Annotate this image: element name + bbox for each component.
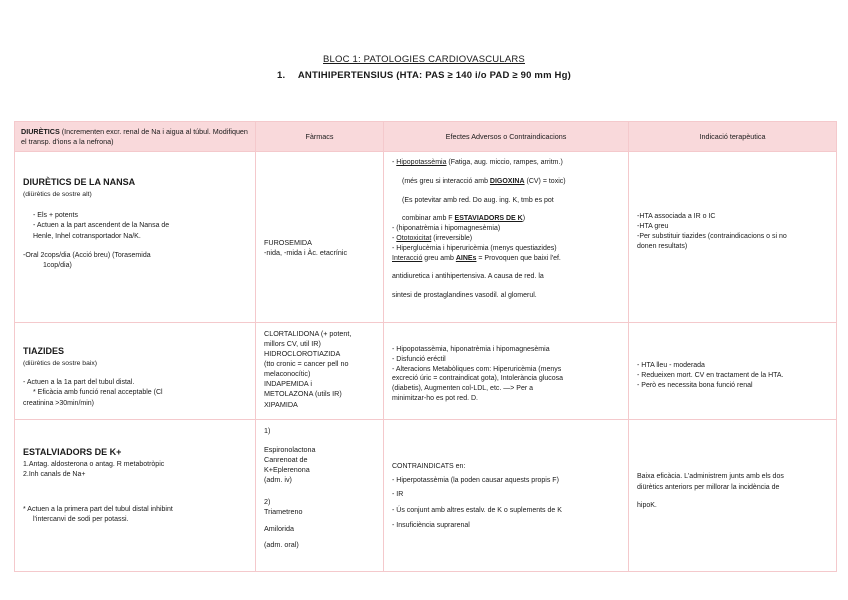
- indication-list: Baixa eficàcia. L'administrem junts amb els dos diürètics anteriors per millorar la incidència de hipoK.: [637, 473, 784, 509]
- category-notes: - Els + potents - Actuen a la part ascendent de la Nansa de Henle, Inhel cotransportador Na/K. -Oral 2cops/dia (Acció breu) (Torasemida 1cop/dia): [23, 212, 170, 269]
- header-drugs: Fàrmacs: [256, 122, 384, 152]
- drug-list: 1) Espironolactona Canrenoat de K+Eplerenona (adm. iv) 2) Triametreno Amilorida (adm. oral): [264, 426, 316, 549]
- table-row: [15, 420, 837, 572]
- category-title: DIURÈTICS DE LA NANSA: [23, 177, 136, 187]
- row-indication-cell: [629, 323, 837, 420]
- table-header-row: [15, 122, 837, 152]
- indication-list: -HTA associada a IR o IC -HTA greu -Per substituir tiazides (contraindicacions o si no donen resultats): [637, 213, 787, 251]
- category-title: TIAZIDES: [23, 346, 65, 356]
- header-indication: Indicació terapèutica: [629, 122, 837, 152]
- category-notes: - Actuen a la 1a part del tubul distal. * Eficàcia amb funció renal acceptable (Cl creatinina >30min/min): [23, 379, 163, 407]
- row-category-cell: [15, 323, 256, 420]
- drug-list: CLORTALIDONA (+ potent, millors CV, util IR) HIDROCLOROTIAZIDA (tto cronic = cancer pell no melaconocític) INDAPEMIDA i METOLAZONA (utils IR) XIPAMIDA: [264, 329, 352, 409]
- header-diuretics: DIURÈTICS (Incrementen excr. renal de Na i aigua al túbul. Modifiquen el transp. d'ions a la nefrona): [15, 122, 256, 152]
- category-subtitle: 1.Antag. aldosterona o antag. R metabotròpic 2.Inh canals de Na+: [23, 461, 165, 478]
- antihypertensive-table: [14, 121, 837, 572]
- indication-list: - HTA lleu - moderada - Redueixen mort. CV en tractament de la HTA. - Però es necessita bona funció renal: [637, 362, 784, 390]
- category-notes: * Actuen a la primera part del tubul distal inhibint l'intercanvi de sodi per potassi.: [23, 506, 173, 524]
- category-subtitle: (diürètics de sostre baix): [23, 360, 98, 368]
- table-row: [15, 323, 837, 420]
- effects-list: CONTRAINDICATS en: - Hiperpotassèmia (la poden causar aquests propis F) - IR - Ús conjunt amb altres estalv. de K o suplements de K - Insuficiència suprarenal: [392, 463, 562, 529]
- effects-list: - Hipopotassèmia, hiponatrèmia i hipomagnesèmia - Disfunció eréctil - Alteracions Metabòliques com: Hiperuricèmia (menys excreció úric = contraindicat gota), Intolerància glucosa (diabetis), Augmenten col-LDL, etc. —> Per a minimitzar-ho es pot red. D.: [392, 346, 564, 402]
- category-title: ESTALVIADORS DE K+: [23, 447, 122, 457]
- row-indication-cell: [629, 420, 837, 572]
- row-category-cell: [15, 420, 256, 572]
- table-row: [15, 152, 837, 323]
- header-adverse-effects: Efectes Adversos o Contraindicacions: [384, 122, 629, 152]
- category-subtitle: (diürètics de sostre alt): [23, 191, 92, 199]
- row-drugs-cell: [256, 152, 384, 323]
- row-effects-cell: [384, 420, 629, 572]
- row-drugs-cell: [256, 420, 384, 572]
- row-indication-cell: [629, 152, 837, 323]
- section-number: 1.: [277, 70, 286, 81]
- drug-list: FUROSEMIDA -nida, -mida i Àc. etacrínic: [264, 238, 348, 258]
- page-title: BLOC 1: PATOLOGIES CARDIOVASCULARS: [323, 54, 525, 65]
- row-drugs-cell: [256, 323, 384, 420]
- effects-list: - Hipopotassèmia (Fatiga, aug. miccio, rampes, arritm.) (més greu si interacció amb DIGOXINA (CV) = toxic) (Es potevitar amb red. Do aug. ing. K, tmb es pot combinar amb F ESTAVIADORS DE K) - (hiponatrèmia i hipomagnesèmia) - Ototoxicitat (irreversible) - Hiperglucèmia i hiperuricèmia (menys questiazides) Interacció greu amb AINEs = Provoquen que baixi l'ef. antidiuretica i antihipertensiva. A causa de red. la sintesi de prostaglandines vasodil. al glomerul.: [392, 159, 566, 300]
- row-effects-cell: [384, 323, 629, 420]
- page-subtitle: [0, 70, 848, 81]
- row-effects-cell: [384, 152, 629, 323]
- section-heading: ANTIHIPERTENSIUS (HTA: PAS ≥ 140 i/o PAD ≥ 90 mm Hg): [297, 70, 571, 81]
- row-category-cell: [15, 152, 256, 323]
